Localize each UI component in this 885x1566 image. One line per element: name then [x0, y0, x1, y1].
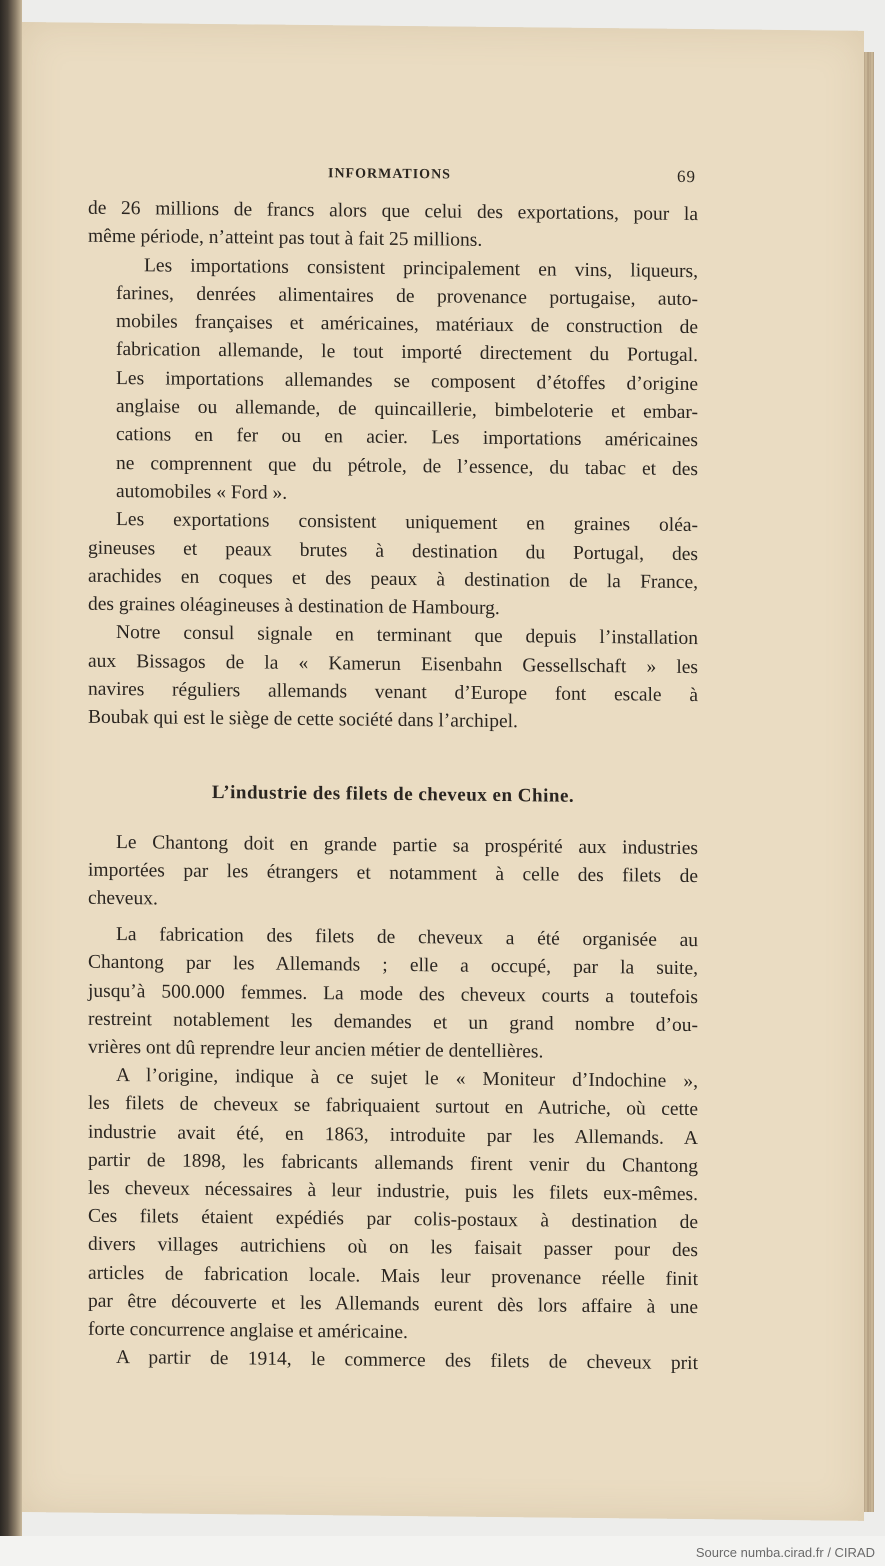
- text-line: Le Chantong doit en grande partie sa prospérité aux industries: [116, 831, 698, 859]
- text-line: Les importations allemandes se composent d’étoffes d’origine: [116, 367, 698, 395]
- paragraph-origine: [88, 1062, 698, 1350]
- book-spine-edge: [0, 0, 22, 1536]
- text-line: gineuses et peaux brutes à destination du Portugal, des: [88, 537, 698, 565]
- text-line: importées par les étrangers et notamment à celle des filets de: [88, 859, 698, 887]
- text-line: Notre consul signale en terminant que depuis l’installation: [116, 622, 698, 650]
- paragraph-importations: [88, 251, 698, 512]
- text-line: A partir de 1914, le commerce des filets de cheveux prit: [116, 1347, 698, 1375]
- text-line: anglaise ou allemande, de quincaillerie, bimbeloterie et embar-: [116, 396, 698, 424]
- text-line: de 26 millions de francs alors que celui des exportations, pour la: [88, 197, 698, 226]
- paragraph-consul: [88, 619, 698, 739]
- text-line: restreint notablement les demandes et un grand nombre d’ou-: [88, 1008, 698, 1036]
- paragraph-continuation: [88, 195, 698, 258]
- source-credit: Source numba.cirad.fr / CIRAD: [695, 1545, 875, 1560]
- page-number: 69: [677, 166, 696, 187]
- paragraph-1914: [88, 1344, 698, 1379]
- page-body: [88, 195, 698, 1379]
- text-line: cheveux.: [88, 887, 158, 910]
- text-line: La fabrication des filets de cheveux a été organisée au: [116, 924, 698, 952]
- section-heading: L’industrie des filets de cheveux en Chine.: [211, 781, 575, 807]
- text-line: jusqu’à 500.000 femmes. La mode des cheveux courts a toutefois: [88, 980, 698, 1008]
- text-line: articles de fabrication locale. Mais leur provenance réelle finit: [88, 1262, 698, 1290]
- text-line: partir de 1898, les fabricants allemands firent venir du Chantong: [88, 1149, 698, 1177]
- text-line: navires réguliers allemands venant d’Europe font escale à: [88, 678, 698, 707]
- text-line: Boubak qui est le siège de cette société dans l’archipel.: [88, 707, 518, 733]
- text-line: les filets de cheveux se fabriquaient surtout en Autriche, où cette: [88, 1093, 698, 1121]
- text-line: A l’origine, indique à ce sujet le « Moniteur d’Indochine »,: [116, 1065, 698, 1093]
- text-line: les cheveux nécessaires à leur industrie, puis les filets eux-mêmes.: [88, 1177, 698, 1206]
- text-line: mobiles françaises et américaines, matériaux de construction de: [116, 311, 698, 339]
- paragraph-fabrication: [88, 921, 698, 1068]
- running-header: [22, 160, 864, 193]
- text-line: des graines oléagineuses à destination de Hambourg.: [88, 593, 500, 620]
- text-line: automobiles « Ford ».: [116, 480, 288, 504]
- text-line: cations en fer ou en acier. Les importations américaines: [116, 424, 698, 452]
- text-line: industrie avait été, en 1863, introduite par les Allemands. A: [88, 1121, 698, 1149]
- text-line: ne comprennent que du pétrole, de l’essence, du tabac et des: [116, 452, 698, 480]
- text-line: arachides en coques et des peaux à destination de la France,: [88, 565, 698, 593]
- book-page: [22, 22, 864, 1521]
- paragraph-exportations: [88, 506, 698, 626]
- text-line: vrières ont dû reprendre leur ancien métier de dentellières.: [88, 1036, 544, 1063]
- text-line: Chantong par les Allemands ; elle a occupé, par la suite,: [88, 952, 698, 980]
- text-line: fabrication allemande, le tout importé directement du Portugal.: [116, 339, 698, 367]
- text-line: farines, denrées alimentaires de provenance portugaise, auto-: [116, 282, 698, 310]
- text-line: aux Bissagos de la « Kamerun Eisenbahn Gessellschaft » les: [88, 650, 698, 678]
- paragraph-chantong: [88, 828, 698, 919]
- text-line: forte concurrence anglaise et américaine.: [88, 1318, 408, 1344]
- text-line: Les importations consistent principalement en vins, liqueurs,: [144, 254, 698, 282]
- running-title: INFORMATIONS: [328, 166, 451, 183]
- text-line: Ces filets étaient expédiés par colis-postaux à destination de: [88, 1205, 698, 1234]
- text-line: divers villages autrichiens où on les faisait passer pour des: [88, 1234, 698, 1262]
- text-line: Les exportations consistent uniquement en graines oléa-: [116, 509, 698, 537]
- text-line: même période, n’atteint pas tout à fait 25 millions.: [88, 225, 483, 252]
- text-line: par être découverte et les Allemands eurent dès lors affaire à une: [88, 1290, 698, 1318]
